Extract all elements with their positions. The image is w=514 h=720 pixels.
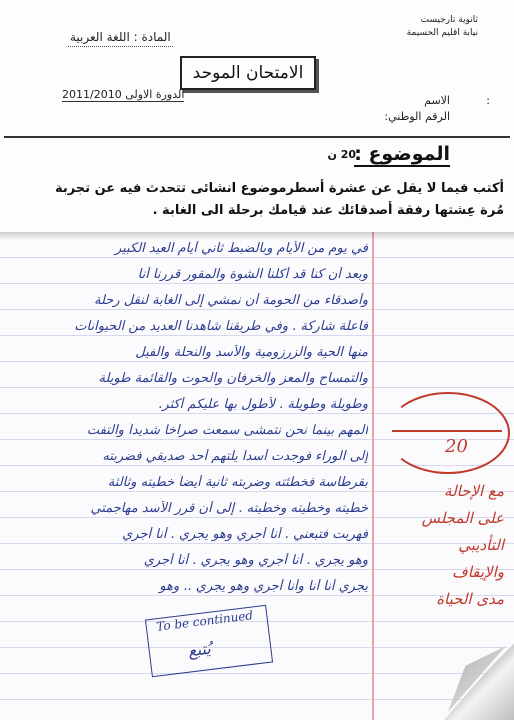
answer-line-2: وبعد أن كنا قد أكلنا الشوة والمقور قررنا أنا: [137, 267, 368, 282]
answer-line-14: يجري أنا أنا وأنا أجري وهو يجري .. وهو: [159, 579, 368, 594]
continued-arabic-text: يُتبع: [186, 638, 212, 661]
grade-value: 20: [445, 436, 468, 457]
comment-line-5: مدى الحياة: [436, 590, 504, 608]
paper-shadow: [0, 232, 514, 240]
subject-label: [70, 30, 171, 44]
student-name-field: [424, 94, 490, 107]
answer-line-3: وأصدقاء من الحومة أن نمشي إلى الغابة لنقل رحلة: [94, 293, 368, 308]
answer-line-1: في يوم من الأيام وبالضبط ثاني أيام العيد الكبير: [115, 241, 368, 256]
exam-prompt: [14, 178, 504, 222]
school-info: [407, 14, 478, 40]
answer-line-4: فاعلة شاركة . وفي طريقنا شاهدنا العديد من الحيوانات: [74, 319, 368, 334]
name-label: الاسم: [424, 94, 450, 107]
answer-line-5: منها الحية والزرزومية والأسد والنحلة والفيل: [135, 345, 368, 360]
subject-text: المادة : اللغة العربية: [70, 30, 171, 44]
to-be-continued-text: To be continued: [155, 608, 254, 634]
grade-circle: [386, 392, 510, 474]
teacher-comment: [386, 478, 504, 613]
exam-title: الامتحان الموحد: [180, 56, 316, 90]
comment-line-1: مع الإحالة: [444, 482, 504, 500]
answer-line-12: فهربت فتبعني . أنا أجري وهو يجري . أنا أجري: [122, 527, 368, 542]
name-colon: :: [486, 94, 490, 107]
header-divider: [4, 136, 510, 138]
answer-line-10: بقرطاسة فخطئته وضربته ثانية أيضاً خطيته وثالثة: [107, 475, 368, 490]
topic-label: الموضوع :: [354, 143, 450, 165]
answer-line-8: المهم بينما نحن نتمشى سمعت صراخا شديداً والتفت: [86, 423, 368, 438]
answer-line-7: وطويلة وطويلة . لأطول بها عليكم أكثر.: [158, 397, 368, 412]
school-name: ثانوية تارجيست: [420, 15, 478, 25]
paper-margin-line: [372, 232, 374, 720]
exam-session: الدورة الاولى 2011/2010: [62, 88, 185, 101]
answer-line-13: وهو يجري . أنا أجري وهو يجري . أنا أجري: [143, 553, 368, 568]
prompt-line-1: أكتب فيما لا يقل عن عشرة أسطرموضوع انشائى تتحدث فيه عن تجربة: [54, 181, 504, 196]
comment-line-3: التأديبي: [458, 536, 504, 554]
exam-header: [0, 0, 514, 232]
directorate-name: نيابة اقليم الحسيمة: [406, 28, 478, 38]
prompt-line-2: مُرة عِشتها رفقة أصدقائك عند قيامك برحلة الى الغابة .: [152, 203, 504, 218]
answer-line-11: خطيته وخطيته وخطيته . إلى أن قرر الأسد مهاجمتي: [90, 501, 368, 516]
grade-divider: [392, 430, 502, 432]
comment-line-4: والإيقاف: [452, 563, 504, 581]
answer-line-6: والتمساح والمعز والخرفان والحوت والقائمة طويلة: [98, 371, 368, 386]
national-id-field: الرقم الوطني:: [384, 110, 450, 123]
comment-line-2: على المجلس: [421, 509, 504, 527]
marks-label: 20 ن: [327, 148, 356, 161]
answer-line-9: إلى الوراء فوجدت أسداً يلتهم أحد صديقي فضربته: [102, 449, 368, 464]
